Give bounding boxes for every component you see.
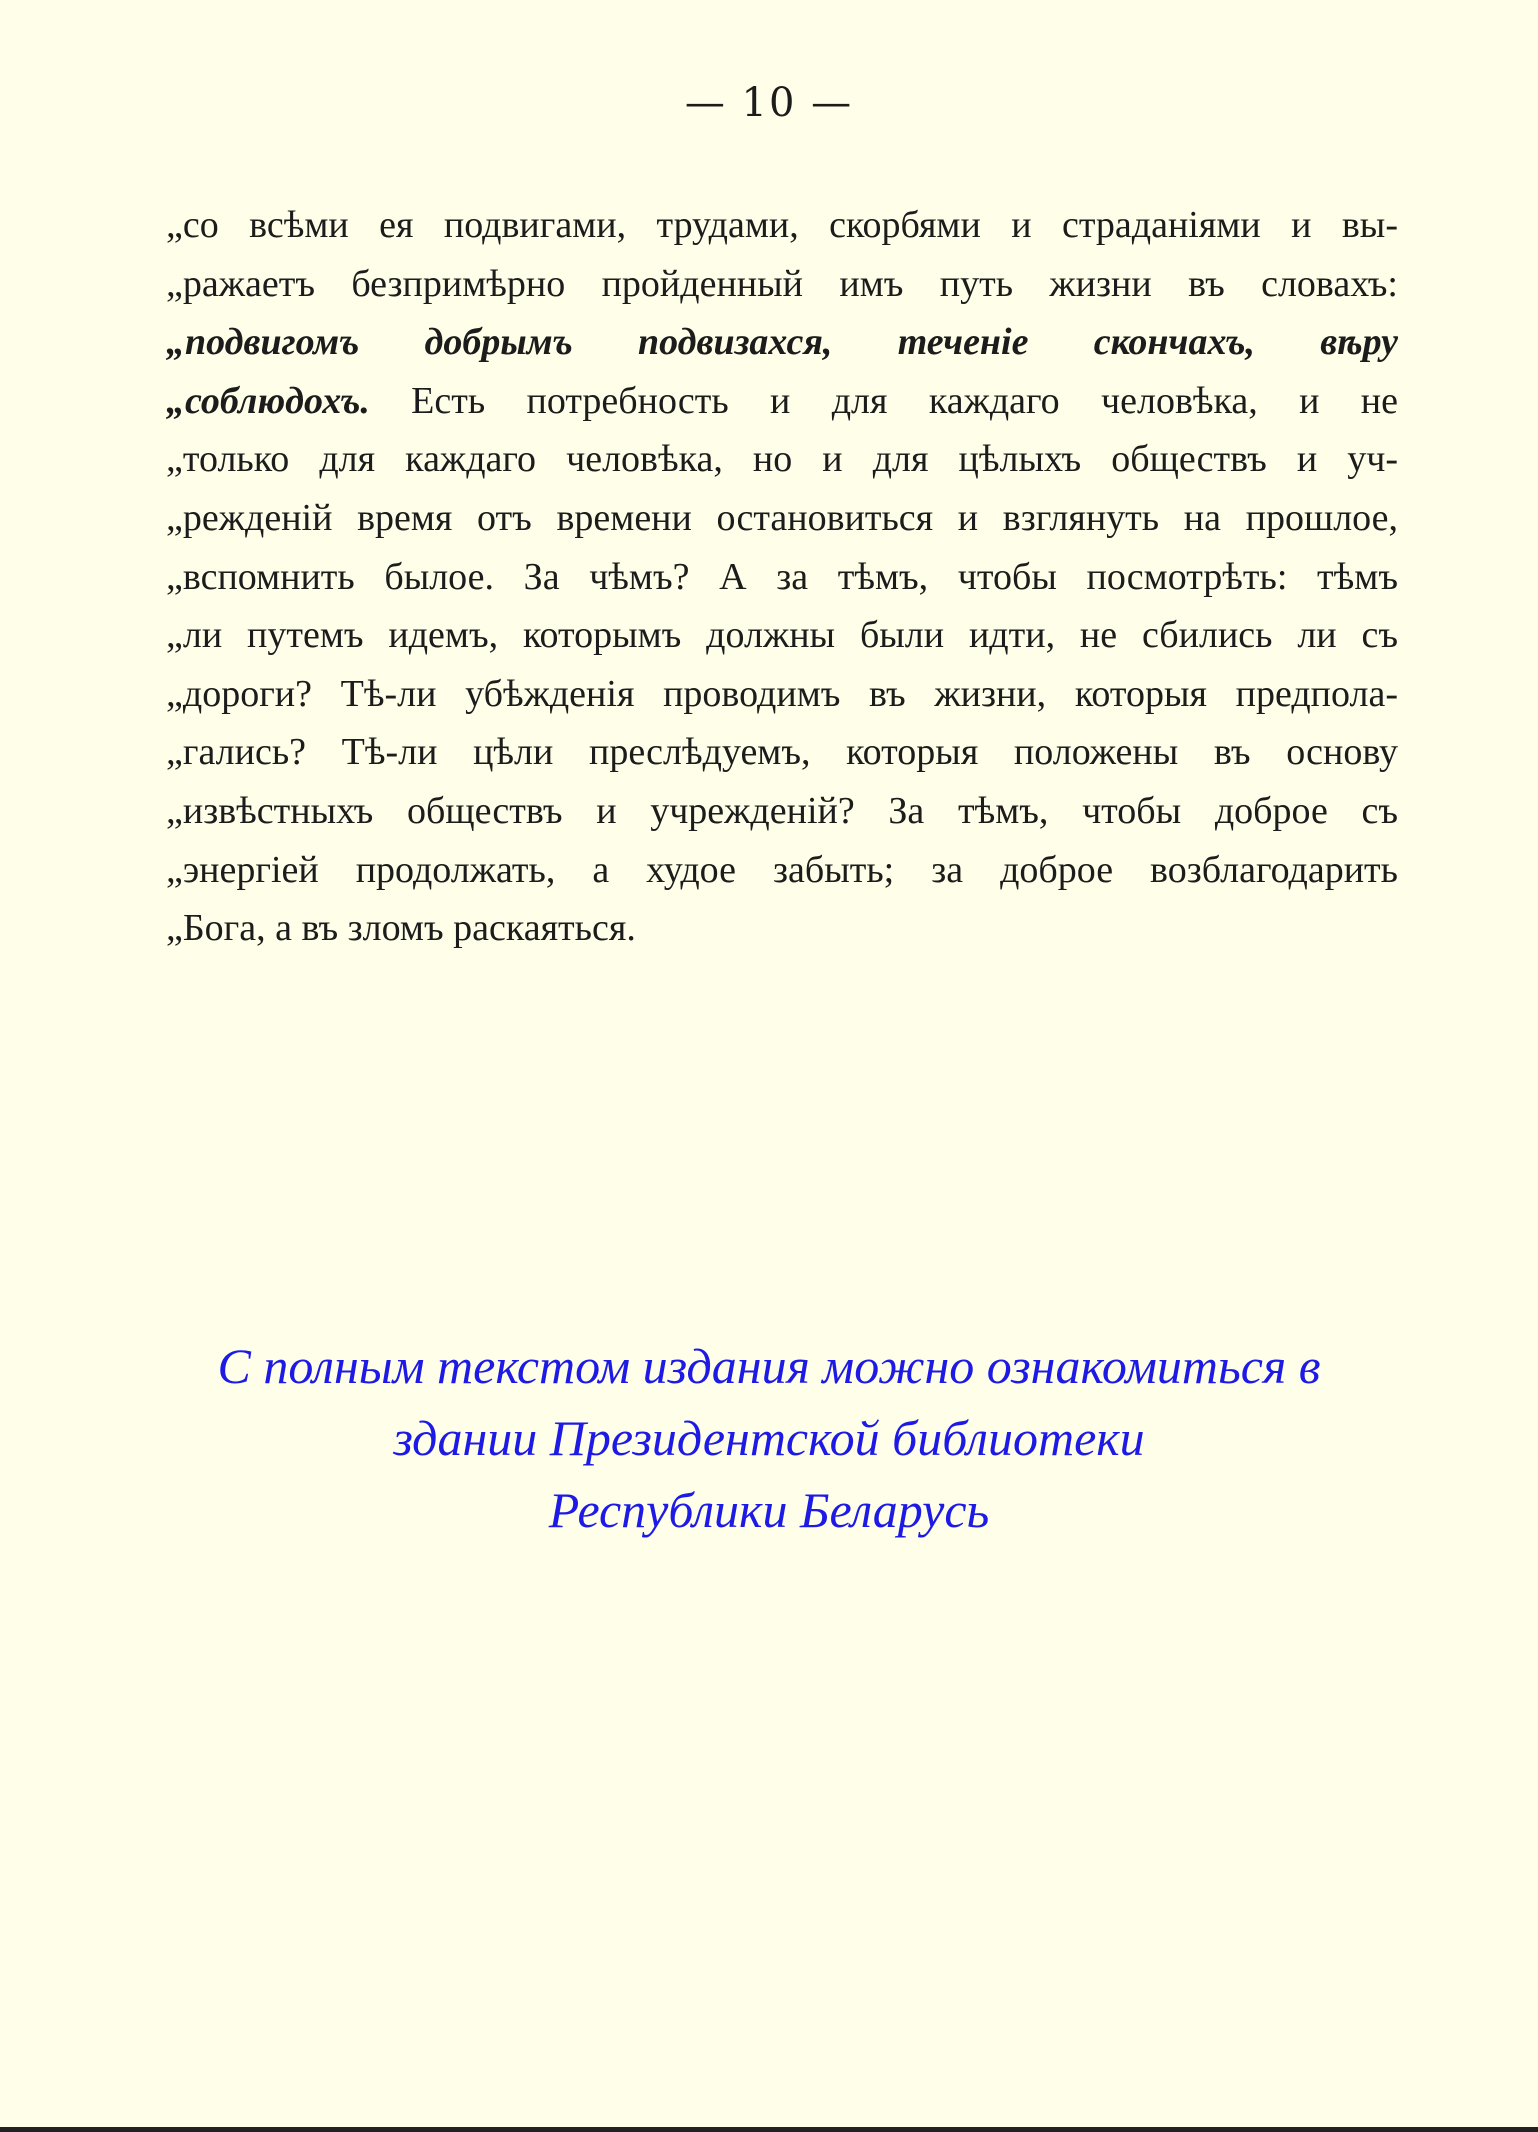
text-line-last: „Бога, а въ зломъ раскаяться.: [166, 907, 636, 950]
text-line: „ли путемъ идемъ, которымъ должны были идти, не сбились ли съ: [166, 614, 1398, 657]
text-line: „гались? Тѣ-ли цѣли преслѣдуемъ, которыя положены въ основу: [166, 731, 1398, 774]
text-line: „энергіей продолжать, а худое забыть; за доброе возблагодарить: [166, 848, 1398, 891]
italic-phrase: „соблюдохъ.: [166, 379, 370, 422]
library-notice: [0, 1330, 1538, 1546]
text-line: „режденій время отъ времени остановиться и взглянуть на прошлое,: [166, 496, 1398, 539]
text-line-italic: „подвигомъ добрымъ подвизахся, теченіе скончахъ, вѣру: [166, 321, 1398, 364]
text-line: „дороги? Тѣ-ли убѣжденія проводимъ въ жизни, которыя предпола-: [166, 672, 1398, 715]
text-line: „только для каждаго человѣка, но и для цѣлыхъ обществъ и уч-: [166, 438, 1398, 481]
text-line: „извѣстныхъ обществъ и учрежденій? За тѣмъ, чтобы доброе съ: [166, 789, 1398, 832]
bottom-border: [0, 2127, 1538, 2132]
page-number: — 10 —: [684, 80, 854, 126]
notice-line-1: С полным текстом издания можно ознакомиться в: [217, 1338, 1321, 1394]
notice-line-2: здании Президентской библиотеки: [393, 1410, 1145, 1466]
body-text: [166, 196, 1398, 958]
text-line: „ражаетъ безпримѣрно пройденный имъ путь жизни въ словахъ:: [166, 262, 1398, 305]
notice-line-3: Республики Беларусь: [548, 1482, 990, 1538]
text-line-rest: Есть потребность и для каждаго человѣка, и не: [369, 379, 1398, 422]
text-line: „со всѣми ея подвигами, трудами, скорбями и страданіями и вы-: [166, 204, 1398, 246]
text-line-mixed: [166, 372, 1398, 431]
text-line: „вспомнить былое. За чѣмъ? А за тѣмъ, чтобы посмотрѣть: тѣмъ: [166, 555, 1398, 598]
